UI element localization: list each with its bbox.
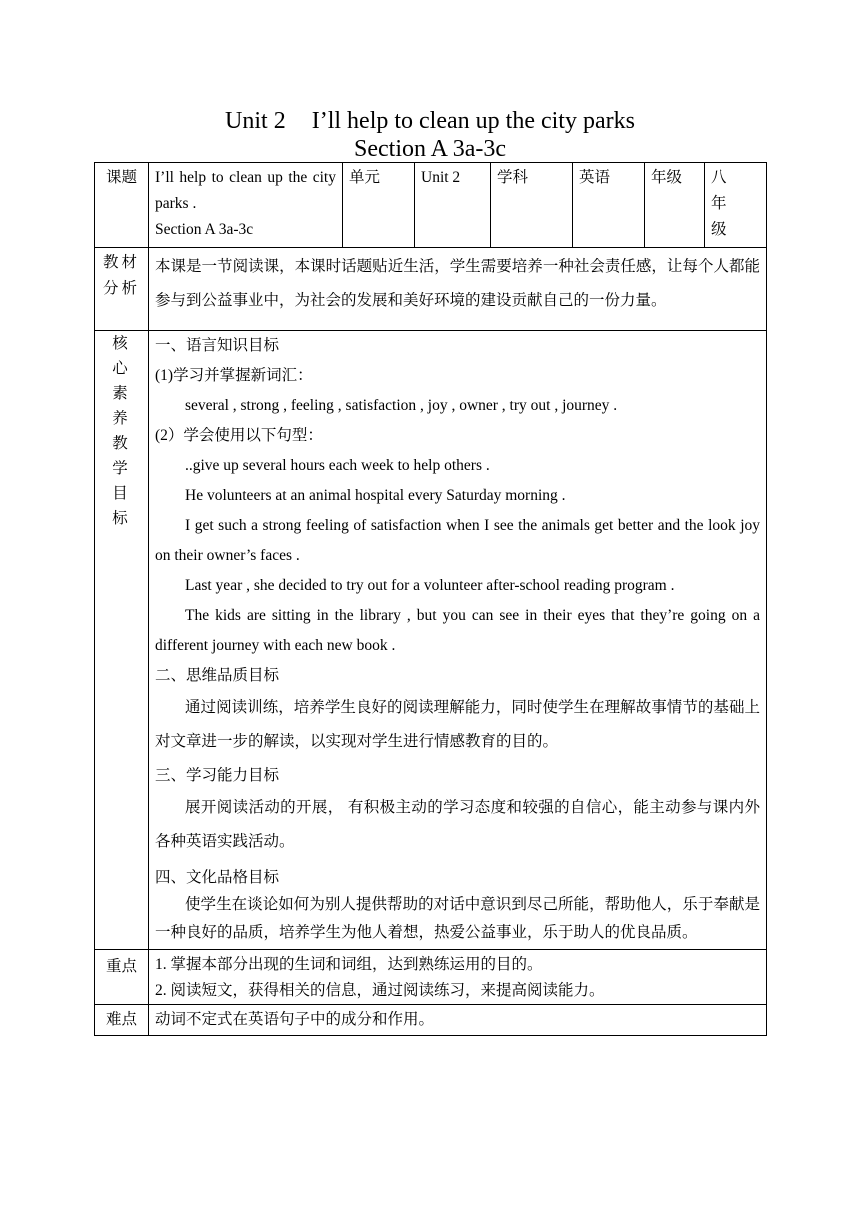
analysis-text: 本课是一节阅读课，本课时话题贴近生活，学生需要培养一种社会责任感，让每个人都能参与到公益事业中，为社会的发展和美好环境的建设贡献自己的一份力量。 [149, 248, 767, 331]
subject-value: 英语 [573, 163, 645, 248]
goals-s2-text: 通过阅读训练，培养学生良好的阅读理解能力，同时使学生在理解故事情节的基础上对文章进一步的解读，以实现对学生进行情感教育的目的。 [155, 699, 760, 750]
goals-sentence-2: He volunteers at an animal hospital every Saturday morning . [185, 487, 566, 504]
key-points-label: 重点 [95, 950, 149, 1005]
title-unit: Unit 2 [225, 108, 286, 134]
goals-row [95, 331, 767, 950]
goals-s4-text: 使学生在谈论如何为别人提供帮助的对话中意识到尽己所能，帮助他人，乐于奉献是一种良好的品质，培养学生为他人着想，热爱公益事业，乐于助人的优良品质。 [155, 896, 760, 941]
grade-label: 年级 [645, 163, 705, 248]
goals-sentence-3: I get such a strong feeling of satisfaction when I see the animals get better and the look joy on their owner’s faces . [155, 517, 760, 564]
key-point-2: 2. 阅读短文，获得相关的信息，通过阅读练习，来提高阅读能力。 [155, 982, 605, 999]
lesson-plan-table [94, 162, 767, 1036]
difficult-row [95, 1005, 767, 1036]
keti-value-line1: I’ll help to clean up the city parks . [155, 169, 336, 212]
unit-value: Unit 2 [415, 163, 491, 248]
key-point-1: 1. 掌握本部分出现的生词和词组，达到熟练运用的目的。 [155, 956, 543, 973]
analysis-row [95, 248, 767, 331]
goals-s3-text: 展开阅读活动的开展， 有积极主动的学习态度和较强的自信心，能主动参与课内外各种英语实践活动。 [155, 799, 760, 850]
difficult-text: 动词不定式在英语句子中的成分和作用。 [149, 1005, 767, 1036]
keti-label: 课题 [95, 163, 149, 248]
keti-value [149, 163, 343, 248]
goals-s4-title: 四、文化品格目标 [155, 869, 280, 886]
goals-s3-title: 三、学习能力目标 [155, 767, 280, 784]
goals-s2-title: 二、思维品质目标 [155, 667, 280, 684]
goals-label: 核心素养教学目标 [95, 331, 149, 950]
unit-label: 单元 [343, 163, 415, 248]
key-points-row [95, 950, 767, 1005]
goals-sentence-4: Last year , she decided to try out for a volunteer after-school reading program . [185, 577, 675, 594]
goals-s1-sub1: (1)学习并掌握新词汇： [155, 367, 313, 384]
grade-value: 八 年级 [705, 163, 767, 248]
difficult-label: 难点 [95, 1005, 149, 1036]
document-title [0, 106, 860, 136]
goals-s1-words: several , strong , feeling , satisfaction , joy , owner , try out , journey . [185, 397, 618, 414]
goals-sentence-1: ..give up several hours each week to help others . [185, 457, 490, 474]
goals-s1-title: 一、语言知识目标 [155, 337, 280, 354]
key-points-content [149, 950, 767, 1005]
goals-content [149, 331, 767, 950]
goals-s1-sub2: (2）学会使用以下句型： [155, 427, 323, 444]
goals-sentence-5: The kids are sitting in the library , but you can see in their eyes that they’re going on a different journey with each new book . [155, 607, 760, 654]
subject-label: 学科 [491, 163, 573, 248]
title-topic: I’ll help to clean up the city parks [311, 108, 635, 134]
document-subtitle: Section A 3a-3c [354, 136, 506, 162]
keti-value-line2: Section A 3a-3c [155, 221, 254, 238]
analysis-label: 教材分析 [95, 248, 149, 331]
header-row [95, 163, 767, 248]
